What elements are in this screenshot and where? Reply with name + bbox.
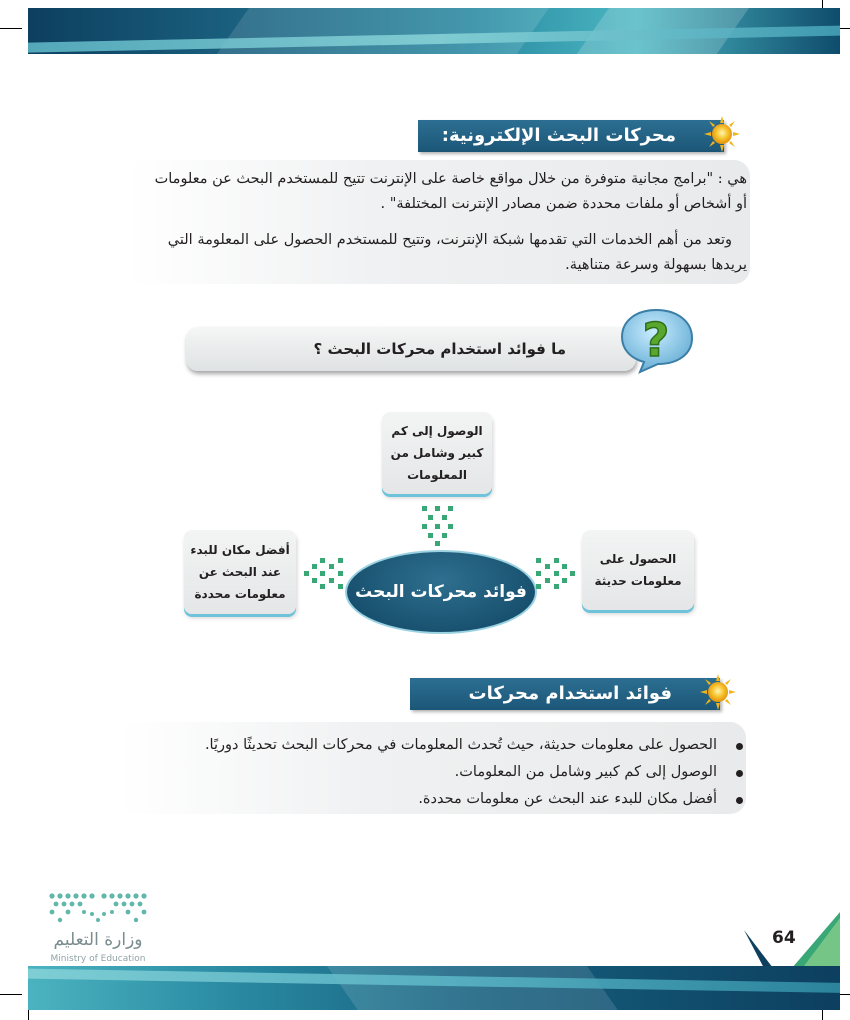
diagram-center-label: فوائد محركات البحث [355, 582, 527, 602]
left-box-line-3: معلومات محددة [194, 587, 286, 601]
bottom-banner [28, 966, 840, 1010]
crop-mark [0, 28, 22, 29]
ministry-name-ar: وزارة التعليم [53, 930, 143, 950]
definition-line-1: هي : "برامج مجانية متوفرة من خلال مواقع خاصة على الإنترنت تتيح للمستخدم البحث عن معلومات [154, 171, 747, 187]
left-box-line-1: أفضل مكان للبدء [190, 543, 290, 557]
top-banner [28, 8, 840, 54]
section1-header [418, 120, 724, 152]
section2-title: فوائد استخدام محركات [468, 683, 672, 704]
left-box-line-2: عند البحث عن [198, 565, 282, 579]
dotted-arrow-left-icon [302, 556, 346, 592]
svg-text:?: ? [642, 313, 670, 367]
right-box-line-1: الحصول على [599, 552, 677, 566]
top-box-line-1: الوصول إلى كم [391, 424, 483, 438]
section2-header [410, 678, 720, 710]
diagram-center-ellipse [345, 550, 537, 634]
diagram-box-left [184, 530, 296, 614]
list-item: الوصول إلى كم كبير وشامل من المعلومات. [145, 759, 747, 786]
benefits-list [145, 732, 747, 813]
right-box-line-2: معلومات حديثة [594, 574, 682, 588]
ministry-name-en: Ministry of Education [50, 954, 146, 964]
question-text: ما فوائد استخدام محركات البحث ؟ [313, 340, 566, 358]
list-item: أفضل مكان للبدء عند البحث عن معلومات محددة. [145, 786, 747, 813]
definition-line-2: أو أشخاص أو ملفات محددة ضمن مصادر الإنترنت المختلفة" . [380, 196, 747, 212]
list-item: الحصول على معلومات حديثة، حيث تُحدث المعلومات في محركات البحث تحديثًا دوريًا. [145, 732, 747, 759]
sun-icon [700, 674, 736, 710]
page-number: 64 [772, 928, 796, 948]
top-box-line-3: المعلومات [407, 468, 467, 482]
dotted-arrow-down-icon [420, 504, 456, 548]
diagram-box-top [382, 412, 492, 494]
diagram-box-right [582, 530, 694, 610]
sun-icon [704, 116, 740, 152]
top-box-line-2: كبير وشامل من [390, 446, 484, 460]
dotted-arrow-right-icon [534, 556, 578, 592]
ministry-logo-icon [46, 890, 150, 930]
definition-line-4: يريدها بسهولة وسرعة متناهية. [565, 257, 747, 273]
section1-title: محركات البحث الإلكترونية: [441, 125, 676, 146]
question-bar [186, 327, 636, 371]
definition-line-3: وتعد من أهم الخدمات التي تقدمها شبكة الإنترنت، وتتيح للمستخدم الحصول على المعلومة التي [167, 232, 732, 248]
question-bubble-icon [616, 306, 696, 376]
crop-mark [0, 994, 22, 995]
